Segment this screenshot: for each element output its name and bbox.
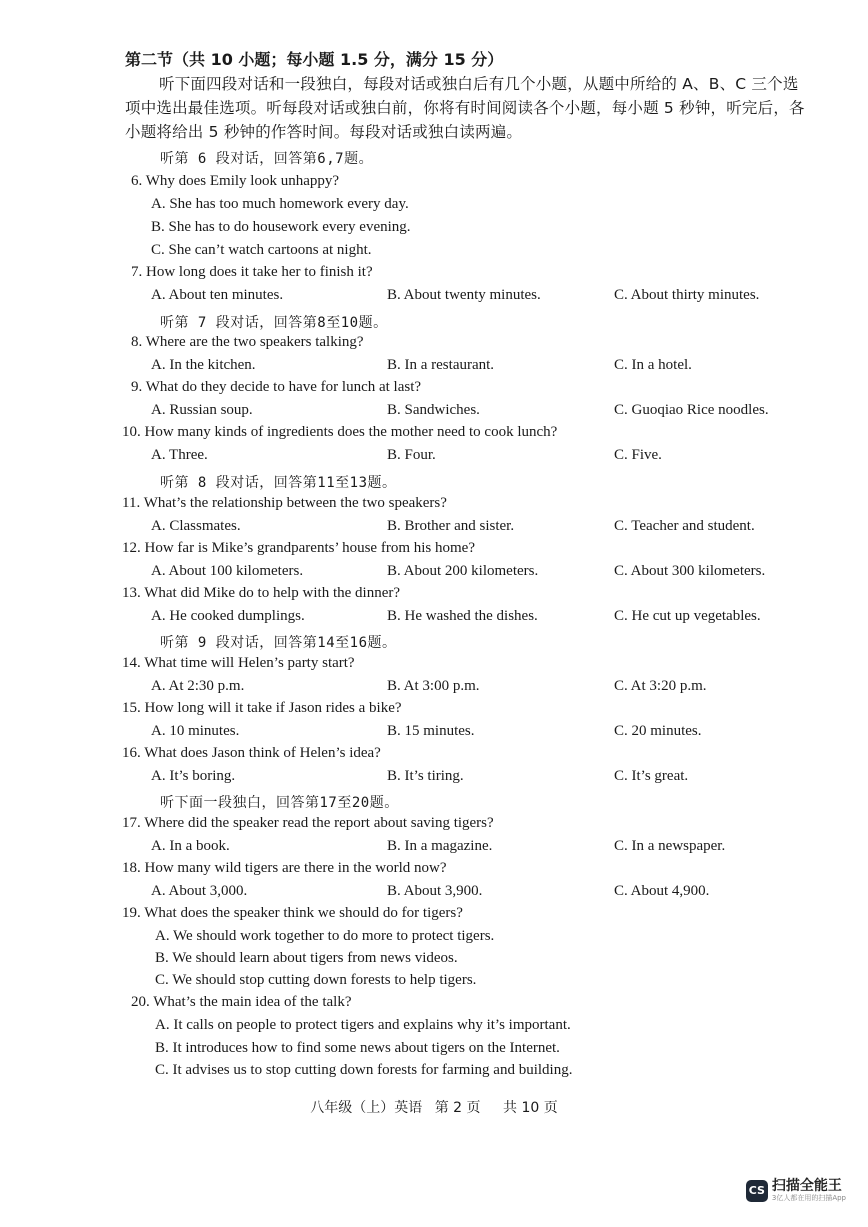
instruction-monologue: 听下面一段独白，回答第17至20题。	[160, 795, 399, 811]
instruction-dialogue-7: 听第 7 段对话，回答第8至10题。	[160, 315, 388, 331]
option: C. About thirty minutes.	[614, 287, 760, 303]
camscanner-logo-icon: CS	[746, 1180, 768, 1202]
option: B. It’s tiring.	[387, 768, 464, 784]
option: B. Sandwiches.	[387, 402, 480, 418]
option: B. 15 minutes.	[387, 723, 475, 739]
question-7: 7. How long does it take her to finish it?	[131, 264, 373, 280]
option: C. 20 minutes.	[614, 723, 702, 739]
question-9: 9. What do they decide to have for lunch at last?	[131, 379, 422, 395]
option: B. We should learn about tigers from news videos.	[155, 950, 458, 966]
camscanner-watermark	[746, 1178, 846, 1203]
footer-page: 第 2 页	[434, 1100, 481, 1116]
option: A. In a book.	[151, 838, 230, 854]
question-20: 20. What’s the main idea of the talk?	[131, 994, 352, 1010]
option: C. She can’t watch cartoons at night.	[151, 242, 372, 258]
section-title: 第二节（共 10 小题；每小题 1.5 分，满分 15 分）	[125, 50, 504, 69]
option: B. In a restaurant.	[387, 357, 495, 373]
option: C. We should stop cutting down forests to help tigers.	[155, 972, 477, 988]
question-17: 17. Where did the speaker read the report about saving tigers?	[122, 815, 494, 831]
footer-grade: 八年级（上）英语	[310, 1100, 423, 1116]
watermark-name: 扫描全能王	[771, 1178, 842, 1194]
option: A. 10 minutes.	[151, 723, 240, 739]
option: C. He cut up vegetables.	[614, 608, 761, 624]
option: B. About 200 kilometers.	[387, 563, 539, 579]
option: B. He washed the dishes.	[387, 608, 538, 624]
option: B. About twenty minutes.	[387, 287, 541, 303]
option: A. About 100 kilometers.	[151, 563, 304, 579]
question-19: 19. What does the speaker think we should do for tigers?	[122, 905, 463, 921]
option: A. Three.	[151, 447, 208, 463]
watermark-tagline: 3亿人都在用的扫描App	[771, 1194, 846, 1202]
instruction-dialogue-9: 听第 9 段对话，回答第14至16题。	[160, 635, 397, 651]
option: A. We should work together to do more to protect tigers.	[155, 928, 495, 944]
option: A. About ten minutes.	[151, 287, 284, 303]
option: C. At 3:20 p.m.	[614, 678, 707, 694]
option: B. Four.	[387, 447, 436, 463]
option: C. Guoqiao Rice noodles.	[614, 402, 769, 418]
page-footer	[0, 1097, 868, 1117]
question-14: 14. What time will Helen’s party start?	[122, 655, 355, 671]
option: C. Five.	[614, 447, 662, 463]
question-12: 12. How far is Mike’s grandparents’ house from his home?	[122, 540, 475, 556]
option: A. She has too much homework every day.	[151, 196, 409, 212]
option: A. In the kitchen.	[151, 357, 256, 373]
option: B. It introduces how to find some news about tigers on the Internet.	[155, 1040, 560, 1056]
option: B. At 3:00 p.m.	[387, 678, 480, 694]
option: B. About 3,900.	[387, 883, 483, 899]
option: B. She has to do housework every evening.	[151, 219, 411, 235]
option: A. Russian soup.	[151, 402, 253, 418]
option: B. Brother and sister.	[387, 518, 515, 534]
option: C. It advises us to stop cutting down forests for farming and building.	[155, 1062, 573, 1078]
question-6: 6. Why does Emily look unhappy?	[131, 173, 340, 189]
option: C. It’s great.	[614, 768, 689, 784]
option: C. About 4,900.	[614, 883, 710, 899]
question-11: 11. What’s the relationship between the two speakers?	[122, 495, 447, 511]
question-16: 16. What does Jason think of Helen’s idea?	[122, 745, 381, 761]
option: C. In a hotel.	[614, 357, 692, 373]
question-18: 18. How many wild tigers are there in the world now?	[122, 860, 447, 876]
question-10: 10. How many kinds of ingredients does the mother need to cook lunch?	[122, 424, 558, 440]
option: A. It’s boring.	[151, 768, 236, 784]
option: A. Classmates.	[151, 518, 241, 534]
option: C. In a newspaper.	[614, 838, 726, 854]
option: A. He cooked dumplings.	[151, 608, 305, 624]
question-15: 15. How long will it take if Jason rides a bike?	[122, 700, 402, 716]
option: C. About 300 kilometers.	[614, 563, 766, 579]
option: A. At 2:30 p.m.	[151, 678, 245, 694]
footer-total: 共 10 页	[503, 1100, 558, 1116]
option: A. It calls on people to protect tigers and explains why it’s important.	[155, 1017, 571, 1033]
option: B. In a magazine.	[387, 838, 493, 854]
instruction-dialogue-8: 听第 8 段对话，回答第11至13题。	[160, 475, 397, 491]
instruction-dialogue-6: 听第 6 段对话，回答第6,7题。	[160, 151, 374, 167]
option: A. About 3,000.	[151, 883, 248, 899]
option: C. Teacher and student.	[614, 518, 755, 534]
question-8: 8. Where are the two speakers talking?	[131, 334, 364, 350]
question-13: 13. What did Mike do to help with the dinner?	[122, 585, 401, 601]
section-intro: 听下面四段对话和一段独白，每段对话或独白后有几个小题，从题中所给的 A、B、C 三个选项中选出最佳选项。听每段对话或独白前，你将有时间阅读各个小题，每小题 5 秒钟，听完后，各小题将给出 5 秒钟的作答时间。每段对话或独白读两遍。	[125, 75, 805, 141]
